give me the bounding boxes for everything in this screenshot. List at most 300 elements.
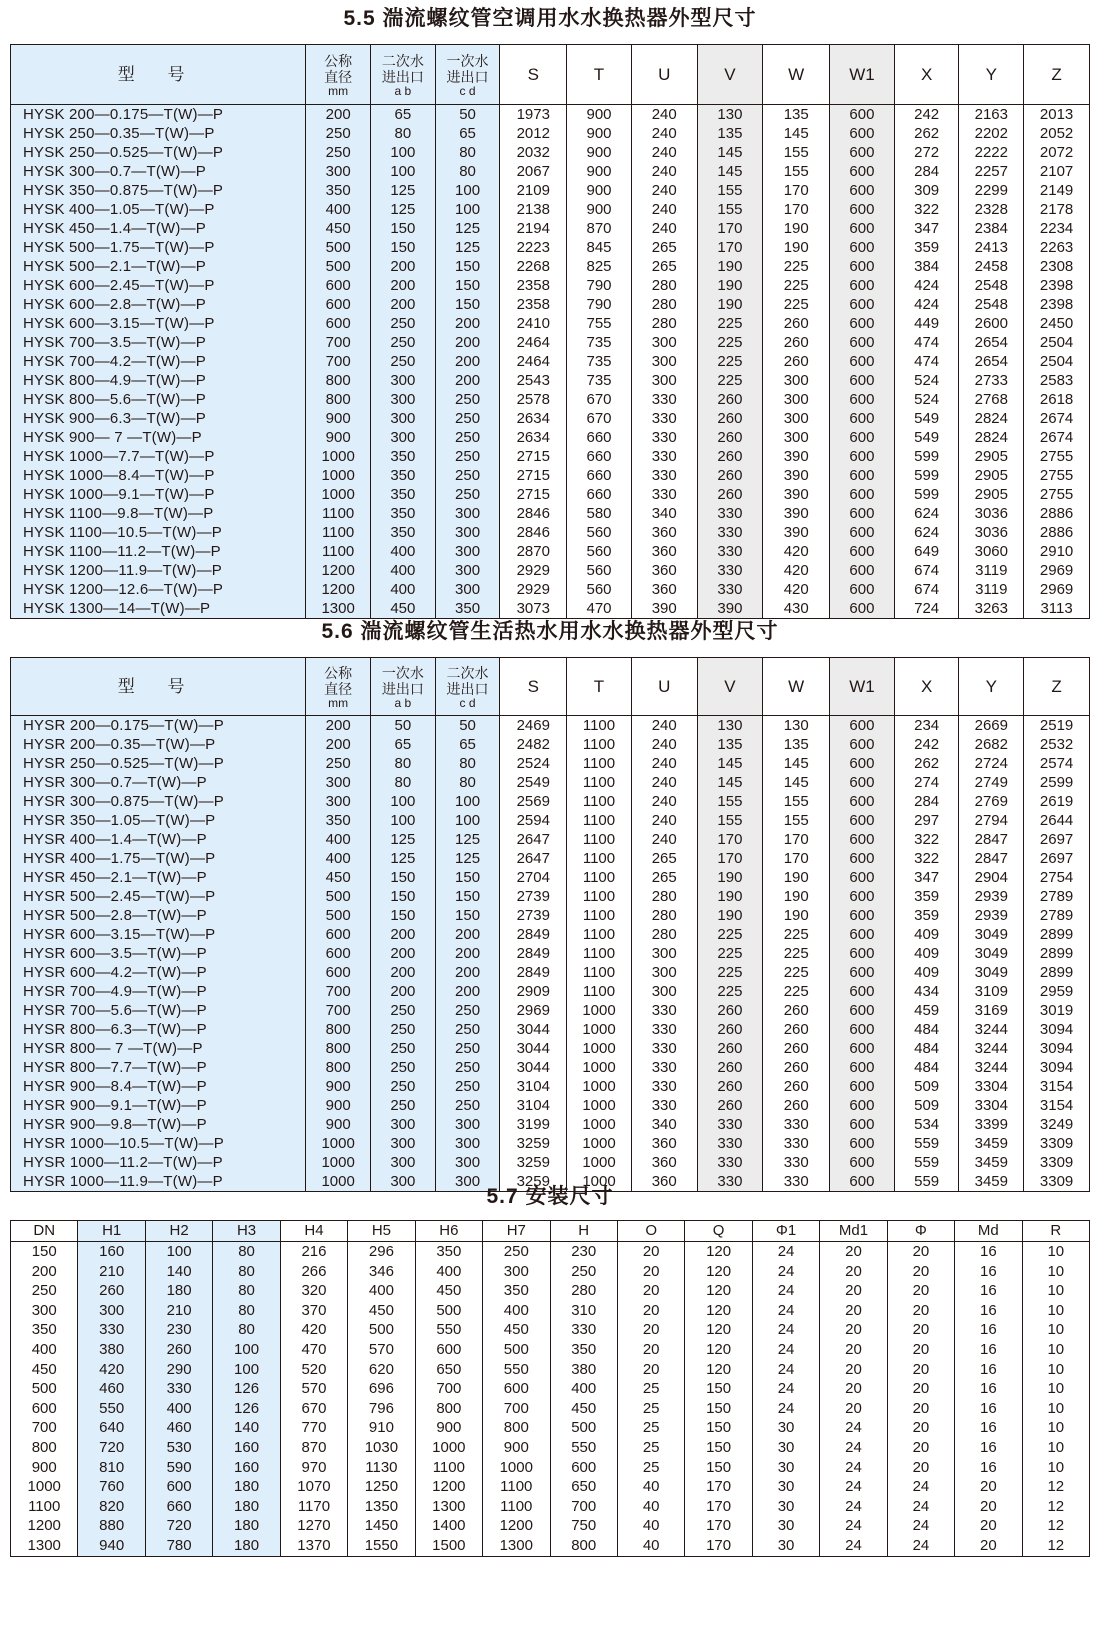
value-cell: 770 [280,1418,347,1438]
value-cell: 30 [752,1536,819,1556]
section-title-5-6: 5.6 湍流螺纹管生活热水用水水换热器外型尺寸 [321,620,779,643]
value-cell: 16 [955,1399,1022,1419]
value-cell: 2749 [959,773,1024,792]
value-cell: 65 [371,105,436,125]
hysr-row [11,1115,1090,1134]
value-cell: 2543 [500,371,567,390]
value-cell: 600 [830,1153,895,1172]
value-cell: 260 [697,485,763,504]
value-cell: 600 [830,792,895,811]
value-cell: 225 [697,982,763,1001]
hysr-row [11,1020,1090,1039]
value-cell: 135 [763,735,830,754]
value-cell: 940 [78,1536,145,1556]
install-row [11,1477,1090,1497]
value-cell: 80 [213,1262,280,1282]
value-cell: 600 [830,580,895,599]
value-cell: 30 [752,1477,819,1497]
value-cell: 580 [567,504,632,523]
value-cell: 600 [830,811,895,830]
value-cell: 20 [617,1340,684,1360]
value-cell: 330 [631,447,697,466]
value-cell: 800 [306,390,371,409]
value-cell: 330 [697,1115,763,1134]
install-header: Md [955,1221,1022,1242]
value-cell: 20 [617,1281,684,1301]
value-cell: 300 [631,352,697,371]
value-cell: 20 [887,1242,954,1262]
value-cell: 1250 [348,1477,415,1497]
value-cell: 330 [631,1020,697,1039]
value-cell: 20 [820,1379,887,1399]
value-cell: 120 [685,1320,752,1340]
value-cell: 900 [483,1438,550,1458]
value-cell: 284 [894,792,959,811]
install-row [11,1281,1090,1301]
value-cell: 100 [371,162,436,181]
value-cell: 150 [435,887,500,906]
value-cell: 346 [348,1262,415,1282]
value-cell: 3154 [1024,1077,1090,1096]
value-cell: 200 [11,1262,78,1282]
model-cell: HYSK 1000—8.4—T(W)—P [11,466,306,485]
value-cell: 2959 [1024,982,1090,1001]
value-cell: 250 [306,754,371,773]
value-cell: 1100 [567,944,632,963]
value-cell: 450 [348,1301,415,1321]
value-cell: 155 [697,200,763,219]
model-cell: HYSR 900—9.1—T(W)—P [11,1096,306,1115]
value-cell: 347 [894,219,959,238]
value-cell: 700 [550,1497,617,1517]
value-cell: 250 [435,1058,500,1077]
value-cell: 330 [631,485,697,504]
value-cell: 600 [830,428,895,447]
value-cell: 24 [752,1262,819,1282]
hysk-row [11,428,1090,447]
value-cell: 2524 [500,754,567,773]
install-header: H2 [145,1221,212,1242]
value-cell: 322 [894,830,959,849]
value-cell: 900 [306,409,371,428]
model-cell: HYSR 500—2.45—T(W)—P [11,887,306,906]
value-cell: 1100 [567,716,632,736]
value-cell: 360 [631,580,697,599]
value-cell: 20 [887,1399,954,1419]
value-cell: 520 [280,1360,347,1380]
value-cell: 600 [830,906,895,925]
value-cell: 16 [955,1418,1022,1438]
value-cell: 1070 [280,1477,347,1497]
value-cell: 10 [1022,1438,1089,1458]
value-cell: 155 [763,792,830,811]
header-z: Z [1024,658,1090,716]
value-cell: 20 [820,1360,887,1380]
value-cell: 420 [763,580,830,599]
model-cell: HYSK 1000—7.7—T(W)—P [11,447,306,466]
value-cell: 24 [820,1418,887,1438]
value-cell: 225 [697,944,763,963]
value-cell: 240 [631,162,697,181]
value-cell: 20 [887,1320,954,1340]
value-cell: 484 [894,1020,959,1039]
value-cell: 409 [894,925,959,944]
value-cell: 409 [894,963,959,982]
value-cell: 250 [371,1039,436,1058]
value-cell: 600 [830,849,895,868]
value-cell: 250 [435,409,500,428]
value-cell: 2178 [1024,200,1090,219]
value-cell: 2899 [1024,925,1090,944]
value-cell: 300 [371,390,436,409]
value-cell: 320 [280,1281,347,1301]
model-cell: HYSR 1000—11.2—T(W)—P [11,1153,306,1172]
value-cell: 250 [435,485,500,504]
value-cell: 880 [78,1516,145,1536]
value-cell: 900 [567,143,632,162]
value-cell: 360 [631,561,697,580]
header-z: Z [1024,45,1090,105]
value-cell: 40 [617,1536,684,1556]
value-cell: 250 [483,1242,550,1262]
value-cell: 600 [830,1020,895,1039]
value-cell: 24 [887,1516,954,1536]
value-cell: 2013 [1024,105,1090,125]
value-cell: 800 [415,1399,482,1419]
value-cell: 600 [830,162,895,181]
value-cell: 600 [830,1039,895,1058]
hysr-row [11,754,1090,773]
model-cell: HYSR 200—0.175—T(W)—P [11,716,306,736]
value-cell: 2052 [1024,124,1090,143]
value-cell: 400 [550,1379,617,1399]
value-cell: 300 [371,1115,436,1134]
value-cell: 1000 [306,466,371,485]
value-cell: 700 [415,1379,482,1399]
value-cell: 2755 [1024,447,1090,466]
value-cell: 300 [371,371,436,390]
header-u: U [631,45,697,105]
value-cell: 2724 [959,754,1024,773]
value-cell: 160 [213,1458,280,1478]
value-cell: 600 [830,371,895,390]
hysk-row [11,105,1090,125]
value-cell: 170 [697,849,763,868]
value-cell: 359 [894,887,959,906]
hysr-row [11,906,1090,925]
value-cell: 600 [306,295,371,314]
value-cell: 2904 [959,868,1024,887]
install-header: H3 [213,1221,280,1242]
value-cell: 800 [550,1536,617,1556]
value-cell: 80 [435,162,500,181]
install-header: H6 [415,1221,482,1242]
model-cell: HYSK 600—2.45—T(W)—P [11,276,306,295]
value-cell: 347 [894,868,959,887]
value-cell: 210 [145,1301,212,1321]
value-cell: 550 [550,1438,617,1458]
value-cell: 2909 [500,982,567,1001]
value-cell: 190 [697,295,763,314]
value-cell: 242 [894,735,959,754]
hysk-row [11,390,1090,409]
hysr-row [11,1134,1090,1153]
hysk-row [11,238,1090,257]
value-cell: 24 [887,1536,954,1556]
value-cell: 570 [280,1379,347,1399]
value-cell: 20 [887,1340,954,1360]
value-cell: 20 [955,1516,1022,1536]
value-cell: 470 [280,1340,347,1360]
value-cell: 280 [631,314,697,333]
value-cell: 80 [371,124,436,143]
value-cell: 2109 [500,181,567,200]
value-cell: 260 [763,1020,830,1039]
value-cell: 900 [11,1458,78,1478]
value-cell: 2910 [1024,542,1090,561]
value-cell: 3073 [500,599,567,619]
value-cell: 260 [697,1058,763,1077]
value-cell: 2647 [500,849,567,868]
value-cell: 10 [1022,1281,1089,1301]
value-cell: 1000 [567,1172,632,1192]
value-cell: 250 [435,428,500,447]
value-cell: 10 [1022,1399,1089,1419]
value-cell: 12 [1022,1477,1089,1497]
value-cell: 360 [631,523,697,542]
value-cell: 1100 [567,811,632,830]
hysr-row [11,1039,1090,1058]
value-cell: 2939 [959,906,1024,925]
value-cell: 700 [306,982,371,1001]
value-cell: 2032 [500,143,567,162]
value-cell: 242 [894,105,959,125]
value-cell: 145 [763,773,830,792]
hysr-row [11,963,1090,982]
hysk-row [11,257,1090,276]
value-cell: 3119 [959,580,1024,599]
value-cell: 500 [483,1340,550,1360]
value-cell: 330 [697,523,763,542]
hysk-row [11,523,1090,542]
header-model: 型 号 [11,45,306,105]
value-cell: 599 [894,466,959,485]
value-cell: 200 [435,371,500,390]
value-cell: 2222 [959,143,1024,162]
value-cell: 120 [685,1360,752,1380]
model-cell: HYSK 1100—9.8—T(W)—P [11,504,306,523]
value-cell: 265 [631,257,697,276]
value-cell: 420 [763,542,830,561]
value-cell: 150 [435,276,500,295]
value-cell: 80 [371,754,436,773]
value-cell: 2733 [959,371,1024,390]
value-cell: 900 [306,1115,371,1134]
value-cell: 3044 [500,1020,567,1039]
install-row [11,1418,1090,1438]
install-row [11,1399,1090,1419]
value-cell: 100 [371,811,436,830]
hysk-row [11,124,1090,143]
value-cell: 250 [371,1058,436,1077]
hysk-row [11,409,1090,428]
value-cell: 260 [697,1001,763,1020]
value-cell: 474 [894,352,959,371]
value-cell: 1100 [306,523,371,542]
value-cell: 100 [435,181,500,200]
value-cell: 297 [894,811,959,830]
value-cell: 330 [550,1320,617,1340]
value-cell: 590 [145,1458,212,1478]
value-cell: 3094 [1024,1020,1090,1039]
value-cell: 2504 [1024,352,1090,371]
value-cell: 3109 [959,982,1024,1001]
value-cell: 2482 [500,735,567,754]
value-cell: 350 [371,523,436,542]
value-cell: 210 [78,1262,145,1282]
value-cell: 200 [371,257,436,276]
value-cell: 600 [830,276,895,295]
value-cell: 2969 [500,1001,567,1020]
value-cell: 660 [567,428,632,447]
value-cell: 330 [697,504,763,523]
model-cell: HYSK 1000—9.1—T(W)—P [11,485,306,504]
value-cell: 2654 [959,333,1024,352]
value-cell: 599 [894,485,959,504]
value-cell: 450 [371,599,436,619]
value-cell: 300 [435,523,500,542]
value-cell: 250 [435,1020,500,1039]
value-cell: 250 [371,1020,436,1039]
value-cell: 190 [697,868,763,887]
value-cell: 1973 [500,105,567,125]
value-cell: 600 [306,314,371,333]
value-cell: 24 [752,1379,819,1399]
value-cell: 459 [894,1001,959,1020]
value-cell: 360 [631,1153,697,1172]
value-cell: 3244 [959,1039,1024,1058]
value-cell: 25 [617,1438,684,1458]
header-v: V [697,658,763,716]
value-cell: 350 [306,811,371,830]
value-cell: 280 [631,925,697,944]
value-cell: 600 [830,314,895,333]
install-row [11,1242,1090,1262]
hysr-row [11,849,1090,868]
value-cell: 300 [631,963,697,982]
value-cell: 1300 [11,1536,78,1556]
value-cell: 250 [371,352,436,371]
value-cell: 2138 [500,200,567,219]
value-cell: 500 [306,906,371,925]
value-cell: 170 [697,238,763,257]
value-cell: 2755 [1024,466,1090,485]
value-cell: 300 [435,580,500,599]
model-cell: HYSR 1000—10.5—T(W)—P [11,1134,306,1153]
value-cell: 20 [820,1301,887,1321]
value-cell: 2846 [500,504,567,523]
value-cell: 16 [955,1458,1022,1478]
value-cell: 1100 [567,982,632,1001]
value-cell: 20 [887,1281,954,1301]
value-cell: 2067 [500,162,567,181]
value-cell: 484 [894,1039,959,1058]
value-cell: 3259 [500,1172,567,1192]
value-cell: 674 [894,580,959,599]
value-cell: 25 [617,1458,684,1478]
value-cell: 125 [371,181,436,200]
value-cell: 24 [887,1477,954,1497]
value-cell: 755 [567,314,632,333]
value-cell: 600 [830,257,895,276]
value-cell: 3154 [1024,1096,1090,1115]
value-cell: 600 [830,868,895,887]
value-cell: 700 [483,1399,550,1419]
value-cell: 3304 [959,1077,1024,1096]
value-cell: 1100 [567,849,632,868]
value-cell: 240 [631,735,697,754]
value-cell: 200 [371,944,436,963]
value-cell: 234 [894,716,959,736]
value-cell: 225 [763,982,830,1001]
hysr-row [11,1096,1090,1115]
value-cell: 3104 [500,1096,567,1115]
value-cell: 120 [685,1281,752,1301]
value-cell: 225 [763,257,830,276]
value-cell: 2358 [500,276,567,295]
value-cell: 599 [894,447,959,466]
value-cell: 300 [371,1153,436,1172]
value-cell: 260 [697,447,763,466]
value-cell: 1000 [306,485,371,504]
value-cell: 735 [567,352,632,371]
value-cell: 155 [697,811,763,830]
value-cell: 24 [752,1360,819,1380]
value-cell: 250 [435,1039,500,1058]
value-cell: 330 [763,1115,830,1134]
value-cell: 16 [955,1379,1022,1399]
value-cell: 330 [631,1077,697,1096]
value-cell: 600 [830,485,895,504]
value-cell: 20 [887,1379,954,1399]
value-cell: 600 [830,143,895,162]
value-cell: 2578 [500,390,567,409]
value-cell: 350 [11,1320,78,1340]
value-cell: 1100 [567,773,632,792]
value-cell: 20 [955,1497,1022,1517]
value-cell: 1000 [567,1134,632,1153]
value-cell: 200 [435,352,500,371]
value-cell: 2969 [1024,580,1090,599]
value-cell: 250 [435,447,500,466]
value-cell: 650 [415,1360,482,1380]
header-secondary-water: 二次水 进出口 c d [435,658,500,716]
value-cell: 300 [78,1301,145,1321]
header-t: T [567,45,632,105]
model-cell: HYSR 700—4.9—T(W)—P [11,982,306,1001]
value-cell: 600 [830,542,895,561]
value-cell: 170 [763,200,830,219]
value-cell: 2886 [1024,504,1090,523]
value-cell: 600 [550,1458,617,1478]
value-cell: 530 [145,1438,212,1458]
value-cell: 400 [371,542,436,561]
value-cell: 80 [213,1301,280,1321]
value-cell: 1100 [567,925,632,944]
value-cell: 600 [830,105,895,125]
value-cell: 1270 [280,1516,347,1536]
value-cell: 420 [763,561,830,580]
